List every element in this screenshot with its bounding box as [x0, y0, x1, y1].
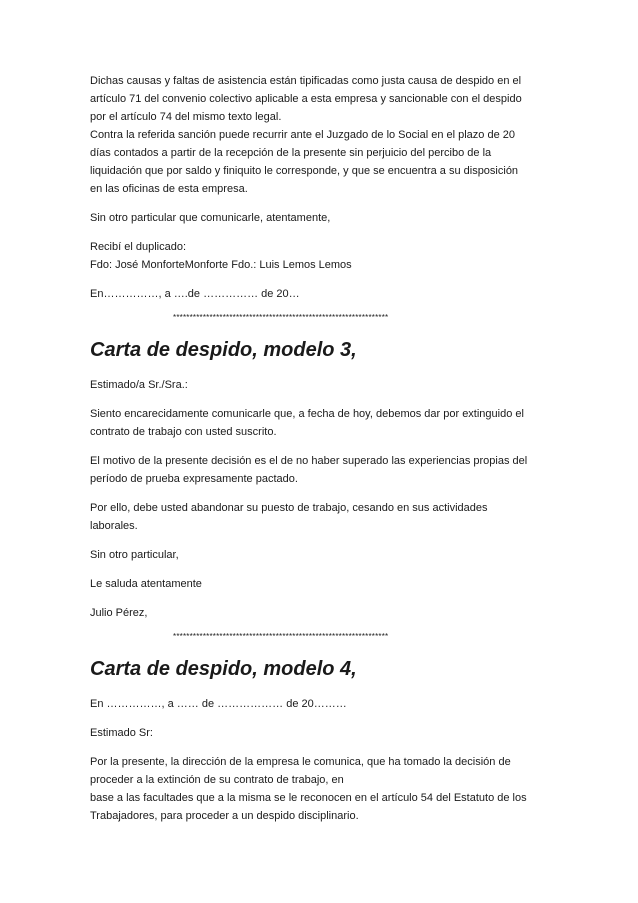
text-line: liquidación que por saldo y finiquito le corresponde, y que se encuentra a su disposición	[90, 165, 519, 177]
heading-model-3: Carta de despido, modelo 3,	[90, 339, 357, 361]
text-line: Sin otro particular,	[90, 549, 179, 561]
text-line: período de prueba expresamente pactado.	[90, 473, 298, 485]
paragraph	[90, 499, 552, 535]
text-line: Siento encarecidamente comunicarle que, a fecha de hoy, debemos dar por extinguido el	[90, 408, 524, 420]
date-line	[90, 285, 552, 303]
text-line: artículo 71 del convenio colectivo aplicable a esta empresa y sancionable con el despido	[90, 93, 522, 105]
paragraph	[90, 753, 552, 825]
text-line: Le saluda atentamente	[90, 578, 202, 590]
separator-stars: *****************************************************************	[173, 632, 389, 641]
signature	[90, 604, 552, 622]
text-line: por el artículo 74 del mismo texto legal.	[90, 111, 282, 123]
text-line: Por ello, debe usted abandonar su puesto de trabajo, cesando en sus actividades	[90, 502, 488, 514]
text-line: Estimado/a Sr./Sra.:	[90, 379, 188, 391]
text-line: Sin otro particular que comunicarle, atentamente,	[90, 212, 331, 224]
text-line: Fdo: José MonforteMonforte Fdo.: Luis Lemos Lemos	[90, 259, 352, 271]
paragraph	[90, 575, 552, 593]
text-line: Estimado Sr:	[90, 727, 153, 739]
signature-block	[90, 238, 552, 274]
text-line: contrato de trabajo con usted suscrito.	[90, 426, 277, 438]
text-line: Dichas causas y faltas de asistencia están tipificadas como justa causa de despido en el	[90, 75, 522, 87]
text-line: En ……………, a …… de ……………… de 20………	[90, 698, 347, 710]
greeting	[90, 376, 552, 394]
text-line: proceder a la extinción de su contrato de trabajo, en	[90, 774, 344, 786]
paragraph-causes	[90, 72, 552, 198]
paragraph	[90, 546, 552, 564]
closing-line	[90, 209, 552, 227]
greeting	[90, 724, 552, 742]
paragraph	[90, 405, 552, 441]
text-line: Trabajadores, para proceder a un despido disciplinario.	[90, 810, 359, 822]
document-page	[90, 72, 552, 836]
text-line: Por la presente, la dirección de la empresa le comunica, que ha tomado la decisión de	[90, 756, 511, 768]
text-line: Recibí el duplicado:	[90, 241, 187, 253]
date-line	[90, 695, 552, 713]
text-line: en las oficinas de esta empresa.	[90, 183, 248, 195]
text-line: laborales.	[90, 520, 138, 532]
text-line: base a las facultades que a la misma se le reconocen en el artículo 54 del Estatuto de los	[90, 792, 527, 804]
text-line: días contados a partir de la recepción de la presente sin perjuicio del percibo de la	[90, 147, 492, 159]
text-line: En……………, a ….de …………… de 20…	[90, 288, 300, 300]
paragraph	[90, 452, 552, 488]
separator-stars: *****************************************************************	[173, 313, 389, 322]
text-line: El motivo de la presente decisión es el de no haber superado las experiencias propias del	[90, 455, 528, 467]
text-line: Julio Pérez,	[90, 607, 148, 619]
heading-model-4: Carta de despido, modelo 4,	[90, 658, 357, 680]
text-line: Contra la referida sanción puede recurrir ante el Juzgado de lo Social en el plazo de 20	[90, 129, 515, 141]
